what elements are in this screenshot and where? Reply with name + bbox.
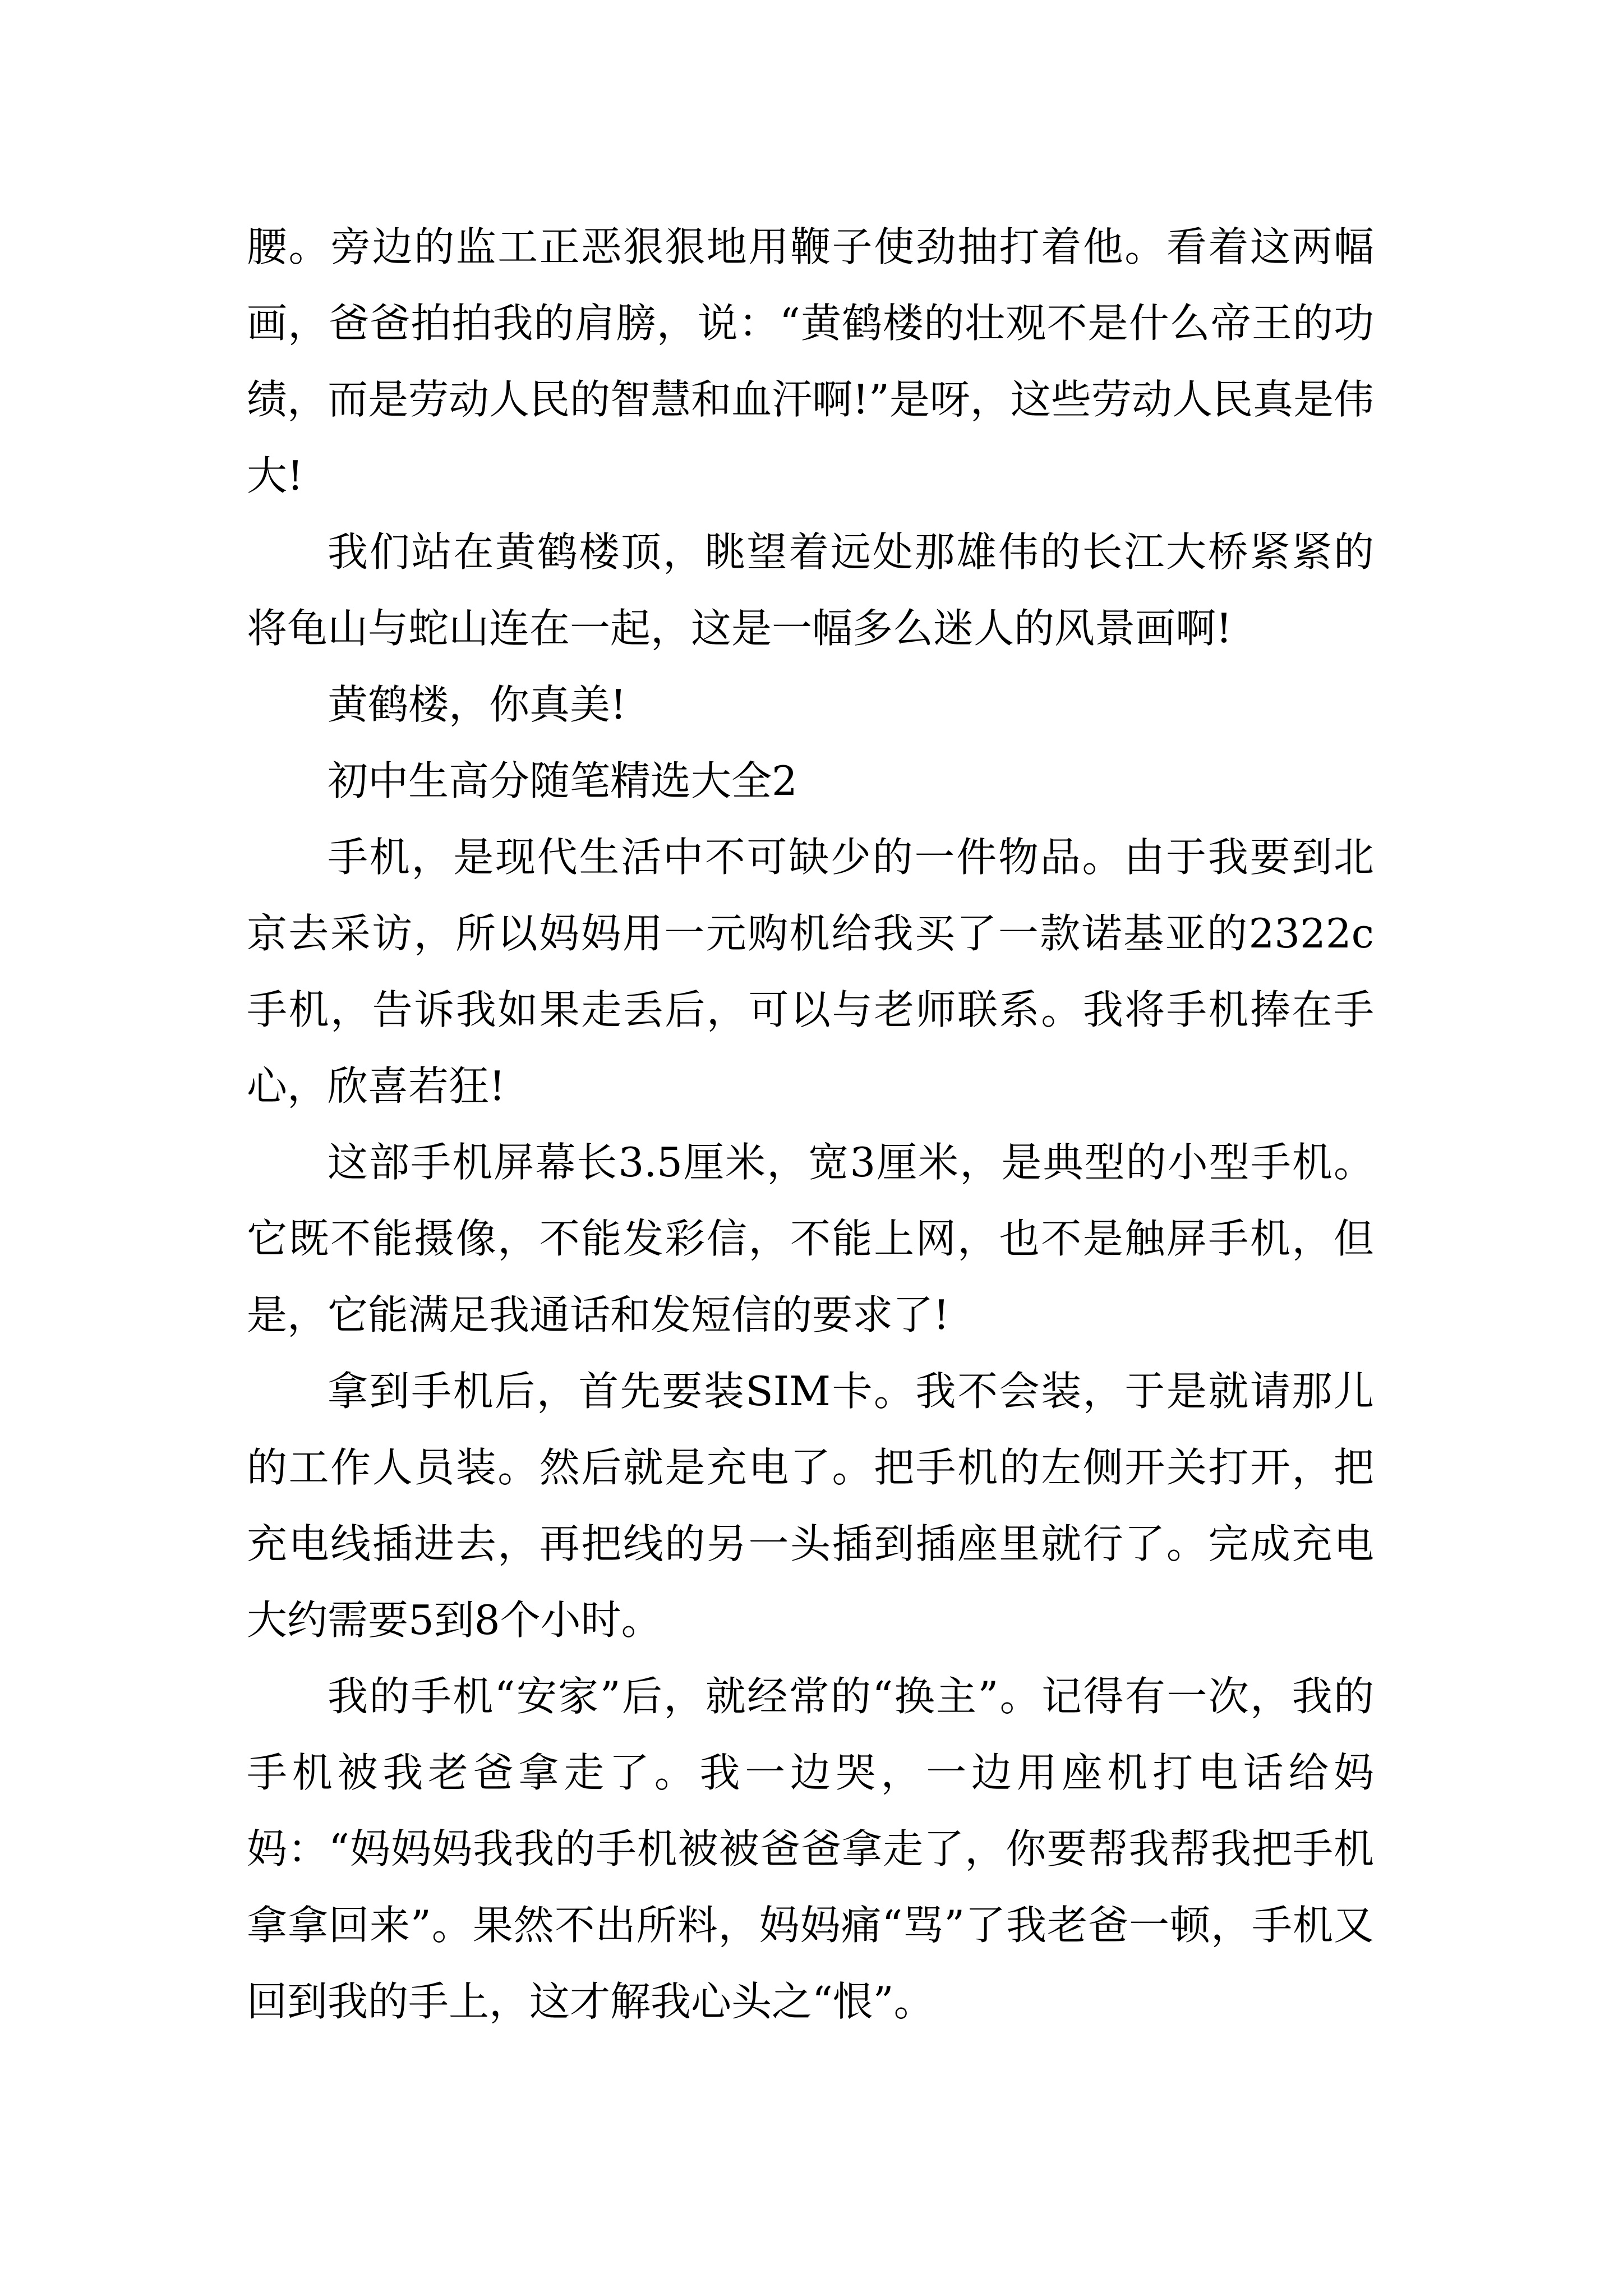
paragraph: 我的手机“安家”后，就经常的“换主”。记得有一次，我的手机被我老爸拿走了。我一边哭，一边用座机打电话给妈妈：“妈妈妈我我的手机被被爸爸拿走了，你要帮我帮我把手机拿拿回来”。果然不出所料，妈妈痛“骂”了我老爸一顿，手机又回到我的手上，这才解我心头之“恨”。 bbox=[247, 1673, 1374, 2025]
paragraph: 这部手机屏幕长3.5厘米，宽3厘米，是典型的小型手机。它既不能摄像，不能发彩信，不能上网，也不是触屏手机，但是，它能满足我通话和发短信的要求了! bbox=[247, 1139, 1374, 1338]
paragraph: 黄鹤楼，你真美! bbox=[328, 681, 626, 728]
paragraph: 手机，是现代生活中不可缺少的一件物品。由于我要到北京去采访，所以妈妈用一元购机给我买了一款诺基亚的2322c手机，告诉我如果走丢后，可以与老师联系。我将手机捧在手心，欣喜若狂! bbox=[247, 834, 1374, 1110]
paragraph: 我们站在黄鹤楼顶，眺望着远处那雄伟的长江大桥紧紧的将龟山与蛇山连在一起，这是一幅多么迷人的风景画啊! bbox=[247, 528, 1374, 652]
document-body bbox=[247, 209, 1374, 2040]
paragraph: 腰。旁边的监工正恶狠狠地用鞭子使劲抽打着他。看着这两幅画，爸爸拍拍我的肩膀，说：“黄鹤楼的壮观不是什么帝王的功绩，而是劳动人民的智慧和血汗啊!”是呀，这些劳动人民真是伟大! bbox=[247, 223, 1374, 499]
section-heading: 初中生高分随笔精选大全2 bbox=[328, 757, 797, 804]
paragraph: 拿到手机后，首先要装SIM卡。我不会装，于是就请那儿的工作人员装。然后就是充电了。把手机的左侧开关打开，把充电线插进去，再把线的另一头插到插座里就行了。完成充电大约需要5到8个小时。 bbox=[247, 1368, 1374, 1644]
